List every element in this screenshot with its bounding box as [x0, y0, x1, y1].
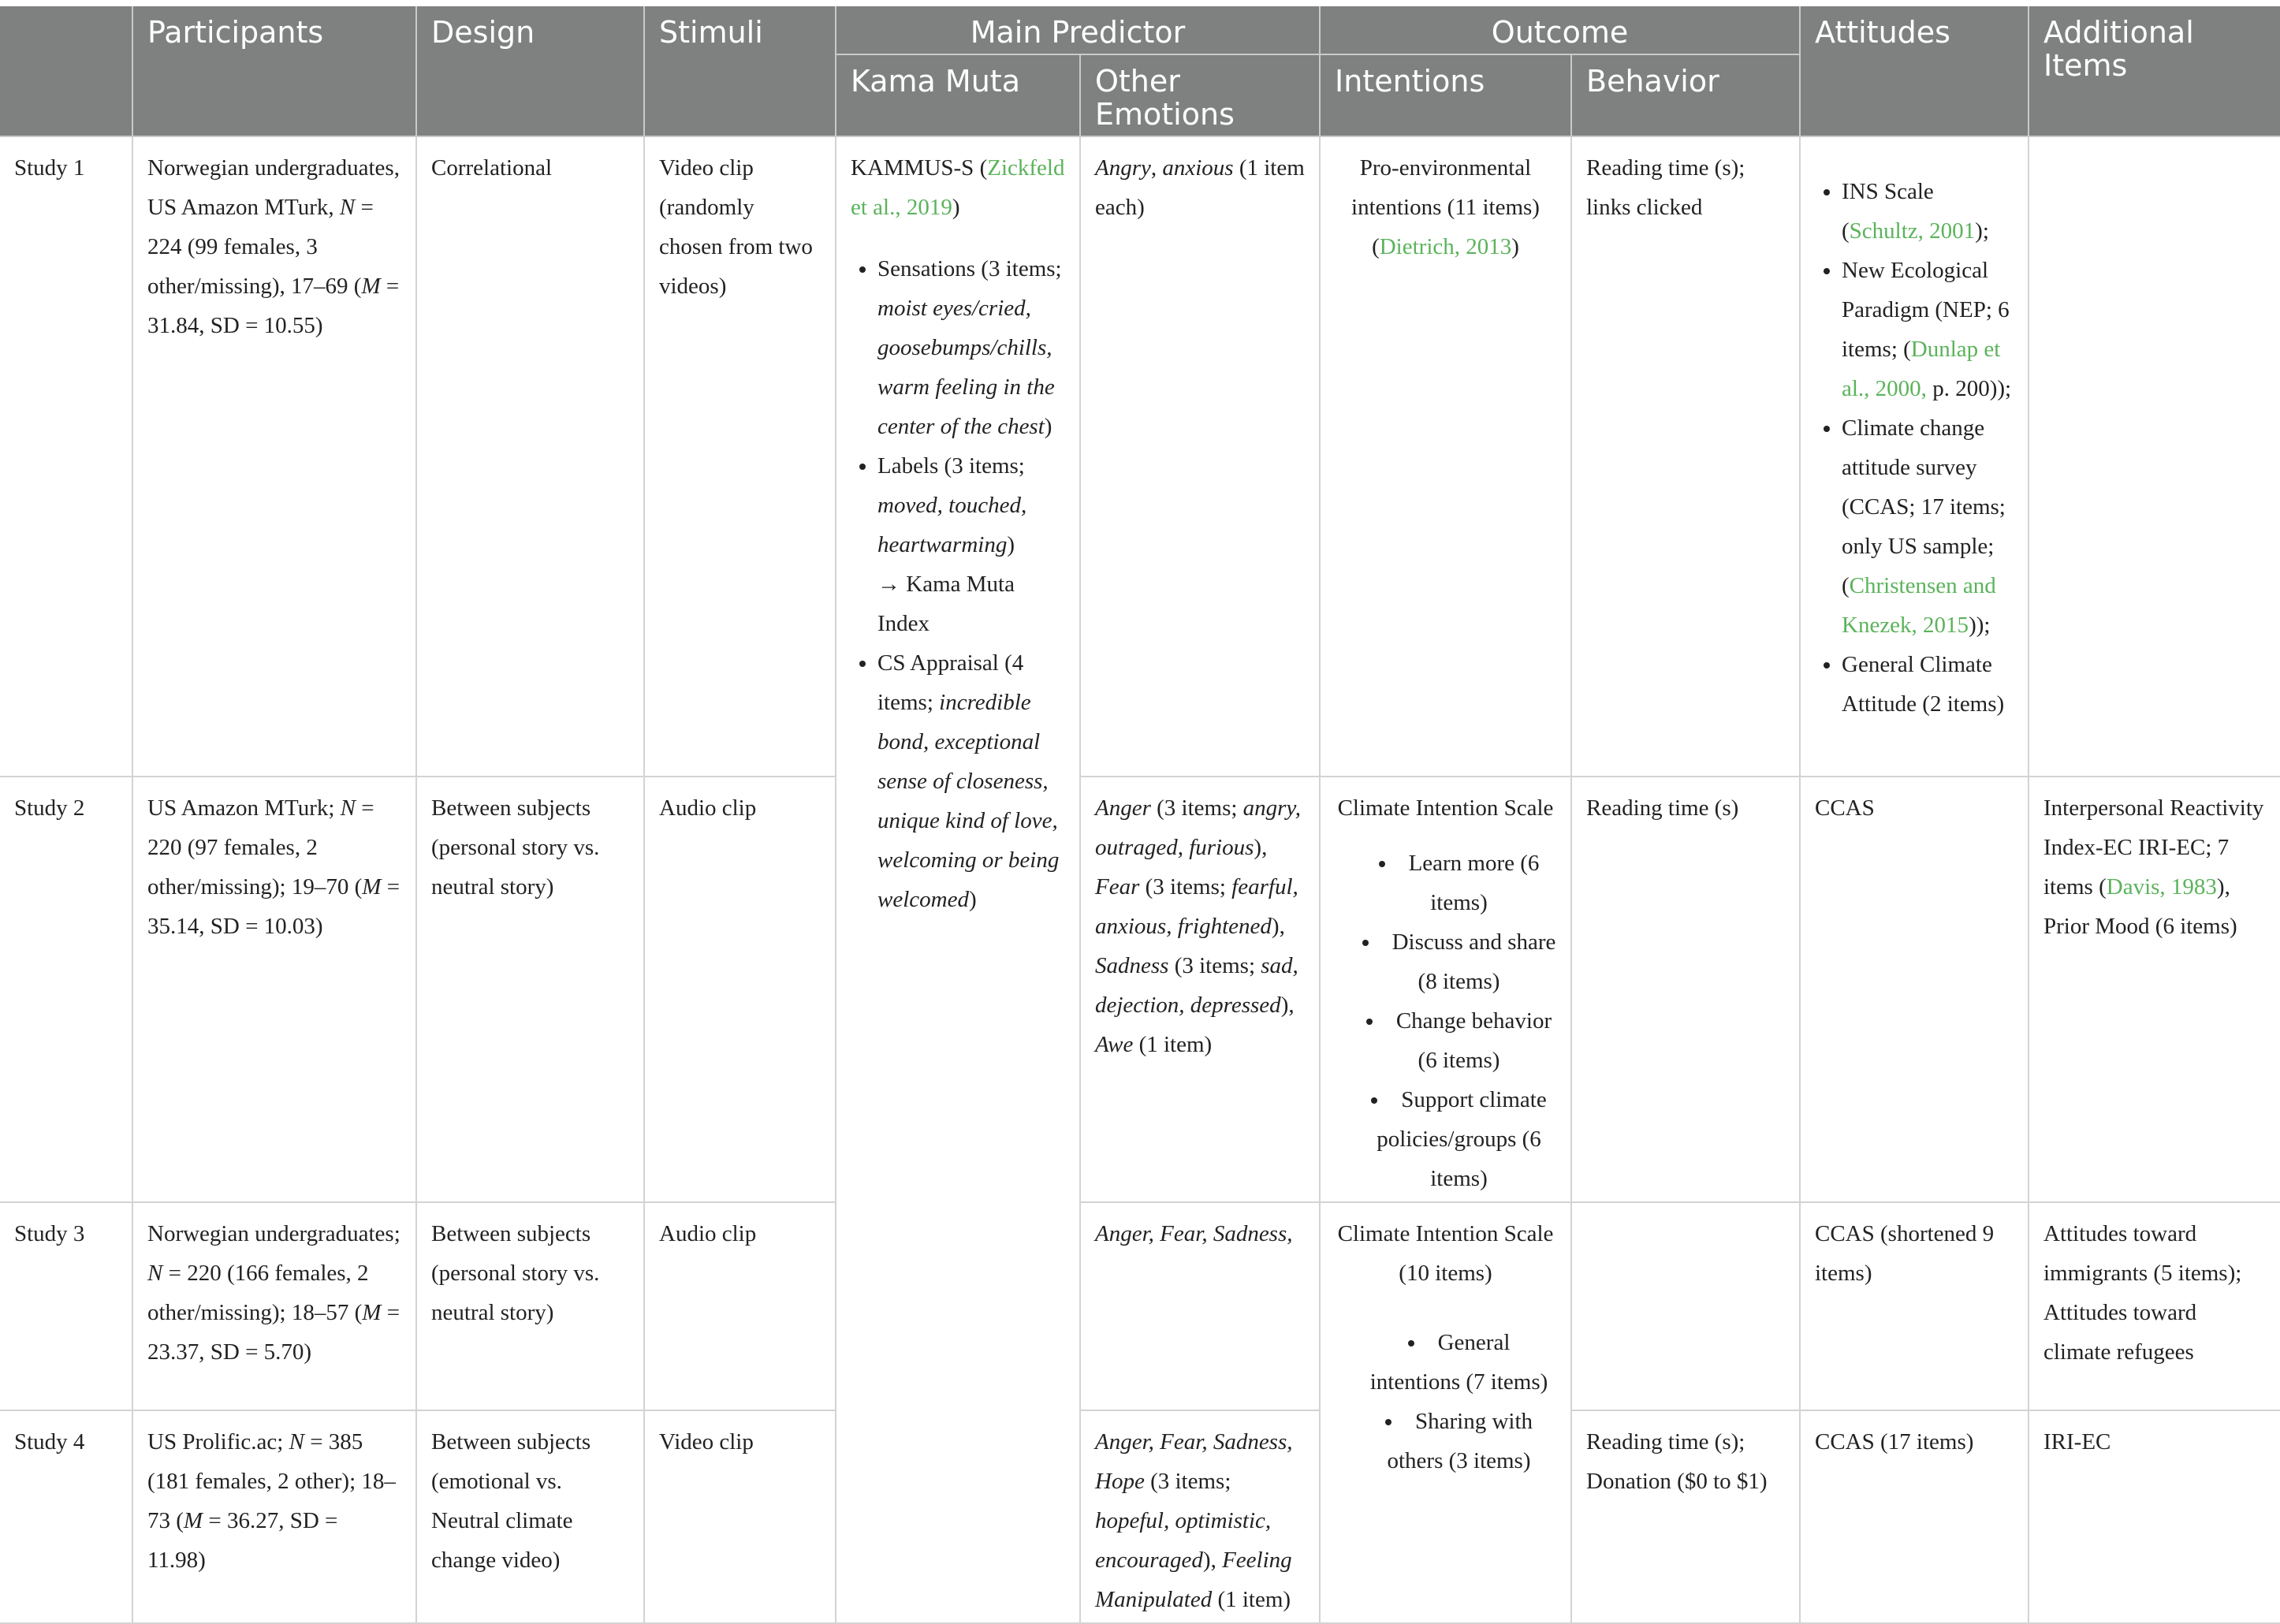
attitudes-list	[1815, 172, 2014, 724]
stimuli-cell: Video clip	[644, 1410, 836, 1623]
header-outcome: Outcome	[1320, 6, 1800, 54]
behavior-cell	[1571, 1202, 1800, 1410]
table-row-study-4	[0, 1410, 2280, 1623]
header-blank	[0, 6, 132, 136]
stimuli-cell: Audio clip	[644, 777, 836, 1202]
design-cell: Correlational	[416, 136, 644, 777]
citation-link[interactable]: Davis, 1983	[2106, 874, 2217, 900]
additional-items-cell: IRI-EC	[2029, 1410, 2280, 1623]
design-cell: Between subjects (personal story vs. neutral story)	[416, 777, 644, 1202]
intentions-title: Climate Intention Scale	[1337, 795, 1554, 821]
list-item: • Change behavior (6 items)	[1362, 1001, 1556, 1080]
participants-cell: Norwegian undergraduates; N = 220 (166 females, 2 other/missing); 18–57 (M = 23.37, SD = 5.70)	[132, 1202, 416, 1410]
other-emotions-cell: Angry, anxious (1 item each)	[1080, 136, 1320, 777]
list-item: • Support climate policies/groups (6 items)	[1362, 1080, 1556, 1198]
header-additional-items: Additional Items	[2029, 6, 2280, 136]
header-behavior: Behavior	[1571, 54, 1800, 136]
study-overview-table	[0, 6, 2280, 1624]
list-item: • Discuss and share (8 items)	[1362, 922, 1556, 1001]
list-item: • Labels (3 items; moved, touched, heartwarming) → Kama Muta Index	[877, 446, 1065, 643]
header-other-emotions: Other Emotions	[1080, 54, 1320, 136]
list-item: • Learn more (6 items)	[1362, 844, 1556, 922]
table-row-study-1	[0, 136, 2280, 777]
header-design: Design	[416, 6, 644, 136]
intentions-cell	[1320, 1202, 1571, 1623]
stimuli-cell: Video clip (randomly chosen from two videos)	[644, 136, 836, 777]
participants-cell: US Amazon MTurk; N = 220 (97 females, 2 other/missing); 19–70 (M = 35.14, SD = 10.03)	[132, 777, 416, 1202]
stimuli-cell: Audio clip	[644, 1202, 836, 1410]
study-label: Study 1	[0, 136, 132, 777]
kama-muta-cell	[836, 136, 1080, 1623]
behavior-cell: Reading time (s); Donation ($0 to $1)	[1571, 1410, 1800, 1623]
participants-cell: US Prolific.ac; N = 385 (181 females, 2 other); 18–73 (M = 36.27, SD = 11.98)	[132, 1410, 416, 1623]
attitudes-cell: CCAS	[1800, 777, 2029, 1202]
behavior-cell: Reading time (s)	[1571, 777, 1800, 1202]
header-participants: Participants	[132, 6, 416, 136]
additional-items-cell	[2029, 136, 2280, 777]
design-cell: Between subjects (emotional vs. Neutral climate change video)	[416, 1410, 644, 1623]
list-item: • General intentions (7 items)	[1362, 1323, 1556, 1402]
other-emotions-cell: Anger, Fear, Sadness,	[1080, 1202, 1320, 1410]
header-attitudes: Attitudes	[1800, 6, 2029, 136]
study-label: Study 2	[0, 777, 132, 1202]
citation-link[interactable]: Dietrich, 2013	[1379, 234, 1512, 259]
intentions-cell	[1320, 777, 1571, 1202]
table-header	[0, 6, 2280, 136]
list-item: • General Climate Attitude (2 items)	[1842, 645, 2014, 724]
other-emotions-cell: Anger, Fear, Sadness, Hope (3 items; hopeful, optimistic, encouraged), Feeling Manipulated (1 item)	[1080, 1410, 1320, 1623]
kama-muta-list	[851, 249, 1065, 919]
intentions-cell: Pro-environmental intentions (11 items) (Dietrich, 2013)	[1320, 136, 1571, 777]
kammus-s-measure: KAMMUS-S (Zickfeld et al., 2019)	[851, 155, 1065, 220]
study-label: Study 4	[0, 1410, 132, 1623]
behavior-cell: Reading time (s); links clicked	[1571, 136, 1800, 777]
citation-link[interactable]: Zickfeld et al., 2019	[851, 155, 1065, 220]
citation-link[interactable]: Schultz, 2001	[1849, 218, 1976, 244]
list-item: • New Ecological Paradigm (NEP; 6 items; (Dunlap et al., 2000, p. 200));	[1842, 251, 2014, 408]
attitudes-cell: CCAS (shortened 9 items)	[1800, 1202, 2029, 1410]
list-item: • Sharing with others (3 items)	[1362, 1402, 1556, 1481]
header-intentions: Intentions	[1320, 54, 1571, 136]
participants-cell: Norwegian undergraduates, US Amazon MTurk, N = 224 (99 females, 3 other/missing), 17–69 (M = 31.84, SD = 10.55)	[132, 136, 416, 777]
list-item: • CS Appraisal (4 items; incredible bond, exceptional sense of closeness, unique kind of love, welcoming or being welcomed)	[877, 643, 1065, 919]
intentions-list	[1335, 1323, 1556, 1481]
attitudes-cell	[1800, 136, 2029, 777]
other-emotions-cell: Anger (3 items; angry, outraged, furious), Fear (3 items; fearful, anxious, frightened), Sadness (3 items; sad, dejection, depressed), Awe (1 item)	[1080, 777, 1320, 1202]
intentions-list	[1335, 844, 1556, 1198]
header-main-predictor: Main Predictor	[836, 6, 1320, 54]
header-stimuli: Stimuli	[644, 6, 836, 136]
citation-link[interactable]: Christensen and Knezek, 2015	[1842, 573, 1996, 638]
citation-link[interactable]: Dunlap et al., 2000,	[1842, 337, 2001, 401]
table-row-study-3	[0, 1202, 2280, 1410]
attitudes-cell: CCAS (17 items)	[1800, 1410, 2029, 1623]
list-item: • Sensations (3 items; moist eyes/cried, goosebumps/chills, warm feeling in the center of the chest)	[877, 249, 1065, 446]
header-kama-muta: Kama Muta	[836, 54, 1080, 136]
list-item: • Climate change attitude survey (CCAS; 17 items; only US sample; (Christensen and Knezek, 2015));	[1842, 408, 2014, 645]
intentions-title: Climate Intention Scale (10 items)	[1337, 1221, 1554, 1286]
additional-items-cell: Attitudes toward immigrants (5 items); Attitudes toward climate refugees	[2029, 1202, 2280, 1410]
list-item: • INS Scale (Schultz, 2001);	[1842, 172, 2014, 251]
study-label: Study 3	[0, 1202, 132, 1410]
additional-items-cell: Interpersonal Reactivity Index-EC IRI-EC; 7 items (Davis, 1983), Prior Mood (6 items)	[2029, 777, 2280, 1202]
table-row-study-2	[0, 777, 2280, 1202]
design-cell: Between subjects (personal story vs. neutral story)	[416, 1202, 644, 1410]
